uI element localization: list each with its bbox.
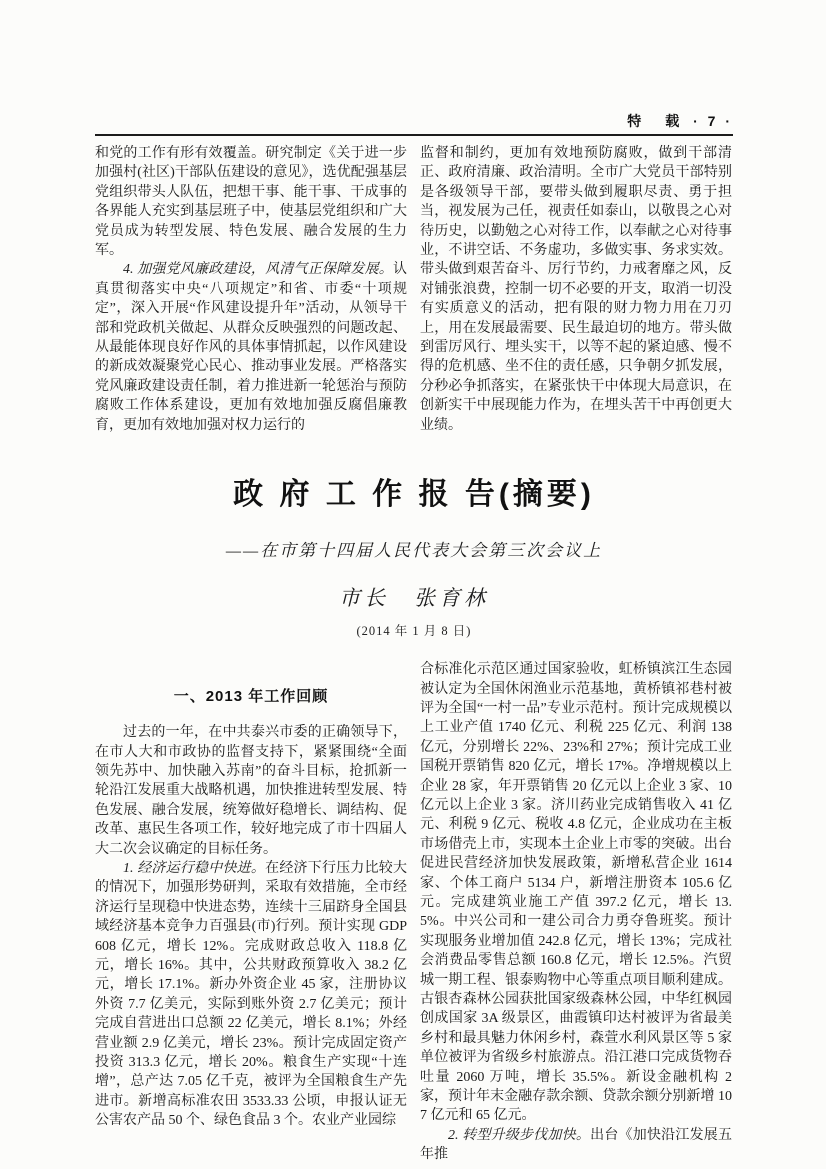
continuation-left-column: [95, 144, 407, 435]
article-author: 市长 张育林: [339, 586, 489, 611]
paragraph-text: 在经济下行压力比较大的情况下，加强形势研判，采取有效措施，全市经济运行呈现稳中快进态势，连续十三届跻身全国县域经济基本竞争力百强县(市)行列。预计实现 GDP 608 亿元，增长 12%。完成财政总收入 118.8 亿元，增长 16%。其中，公共财政预算收入 38.2 亿元，增长 17.1%。新办外资企业 45 家，注册协议外资 7.7 亿美元，实际到账外资 2.7 亿美元；预计完成自营进出口总额 22 亿美元，增长 8.1%；外经营业额 2.9 亿美元，增长 23%。预计完成固定资产投资 313.3 亿元，增长 20%。粮食生产实现“十连增”，总产达 7.05 亿千克，被评为全国粮食生产先进市。新增高标准农田 3533.33 公顷，申报认证无公害农产品 50 个、绿色食品 3 个。农业产业园综: [95, 860, 408, 1129]
article-subtitle: ——在市第十四届人民代表大会第三次会议上: [225, 541, 603, 561]
continuation-section: [95, 144, 733, 435]
report-right-column: [420, 660, 732, 1165]
paragraph: 过去的一年，在中共泰兴市委的正确领导下，在市人大和市政协的监督支持下，紧紧围绕“全面领先苏中、加快融入苏南”的奋斗目标，抢抓新一轮沿江发展重大战略机遇，加快推进转型发展、特色发展、融合发展，统筹做好稳增长、调结构、促改革、惠民生各项工作，较好地完成了市十四届人大二次会议确定的目标任务。: [95, 725, 407, 857]
paragraph-text: 认真贯彻落实中央“八项规定”和省、市委“十项规定”，深入开展“作风建设提升年”活动，从领导干部和党政机关做起、从群众反映强烈的问题改起、从最能体现良好作风的具体事情抓起，以作风建设的新成效凝聚党心民心、推动事业发展。严格落实党风廉政建设责任制，着力推进新一轮惩治与预防腐败工作体系建设，更加有效地加强反腐倡廉教育，更加有效地加强对权力运行的: [95, 262, 407, 433]
section-heading: 一、2013 年工作回顾: [173, 688, 329, 706]
paragraph-text: 出台《加快沿江发展五年推: [420, 1127, 733, 1163]
paragraph: [95, 859, 407, 1131]
article-date: (2014 年 1 月 8 日): [356, 624, 472, 639]
paragraph: 监督和制约，更加有效地预防腐败，做到干部清正、政府清廉、政治清明。全市广大党员干部特别是各级领导干部，要带头做到履职尽责、勇于担当，视发展为己任，视责任如泰山，以敬畏之心对待历史，以勤勉之心对待工作，以奉献之心对待事业，不讲空话、不务虚功，多做实事、务求实效。带头做到艰苦奋斗、厉行节约，力戒奢靡之风，反对铺张浪费，控制一切不必要的开支，取消一切没有实质意义的活动，把有限的财力物力用在刀刃上，用在发展最需要、民生最迫切的地方。带头做到雷厉风行、埋头实干，以等不起的紧迫感、慢不得的危机感、坐不住的责任感，只争朝夕抓发展，分秒必争抓落实，在紧张快干中体现大局意识，在创新实干中展现能力作为，在埋头苦干中再创更大业绩。: [420, 146, 732, 433]
continuation-right-column: [420, 144, 732, 435]
paragraph: [95, 260, 407, 435]
header-page-number: · 7 ·: [693, 113, 733, 129]
report-section: [95, 660, 733, 1165]
paragraph: 和党的工作有形有效覆盖。研究制定《关于进一步加强村(社区)干部队伍建设的意见》，选优配强基层党组织带头人队伍，把想干事、能干事、干成事的各界能人充实到基层班子中，使基层党组织和广大党员成为转型发展、特色发展、融合发展的生力军。: [95, 146, 407, 259]
paragraph-lead: 1. 经济运行稳中快进。: [123, 860, 266, 876]
running-header: [95, 111, 733, 131]
page-content: [95, 0, 733, 1165]
paragraph: 合标准化示范区通过国家验收，虹桥镇滨江生态园被认定为全国休闲渔业示范基地，黄桥镇祁巷村被评为全国“一村一品”专业示范村。预计完成规模以上工业产值 1740 亿元、利税 225 亿元、利润 138 亿元，分别增长 22%、23%和 27%；预计完成工业国税开票销售 820 亿元，增长 17%。净增规模以上企业 28 家，年开票销售 20 亿元以上企业 3 家、10 亿元以上企业 3 家。济川药业完成销售收入 41 亿元、利税 9 亿元、税收 4.8 亿元，企业成功在主板市场借壳上市，实现本土企业上市零的突破。出台促进民营经济加快发展政策，新增私营企业 1614 家、个体工商户 5134 户，新增注册资本 105.6 亿元。完成建筑业施工产值 397.2 亿元，增长 13.5%。中兴公司和一建公司合力勇夺鲁班奖。预计实现服务业增加值 242.8 亿元，增长 13%；完成社会消费品零售总额 160.8 亿元，增长 12.5%。汽贸城一期工程、银泰购物中心等重点项目顺利建成。古银杏森林公园获批国家级森林公园，中华红枫园创成国家 3A 级景区，曲霞镇印达村被评为省最美乡村和最具魅力休闲乡村，森萱水利风景区等 5 家单位被评为省级乡村旅游点。沿江港口完成货物吞吐量 2060 万吨，增长 35.5%。新设金融机构 2 家，预计年末金融存款余额、贷款余额分别新增 107 亿元和 65 亿元。: [420, 662, 732, 1124]
paragraph: [420, 1126, 732, 1165]
header-rule: [95, 134, 733, 136]
paragraph-lead: 4. 加强党风廉政建设，风清气正保障发展。: [123, 262, 393, 278]
article-title-block: [95, 469, 733, 639]
paragraph-lead: 2. 转型升级步伐加快。: [448, 1127, 591, 1143]
article-title: 政 府 工 作 报 告(摘要): [233, 478, 595, 512]
report-left-column: [95, 660, 407, 1165]
header-section-label: 特 载: [627, 113, 685, 129]
